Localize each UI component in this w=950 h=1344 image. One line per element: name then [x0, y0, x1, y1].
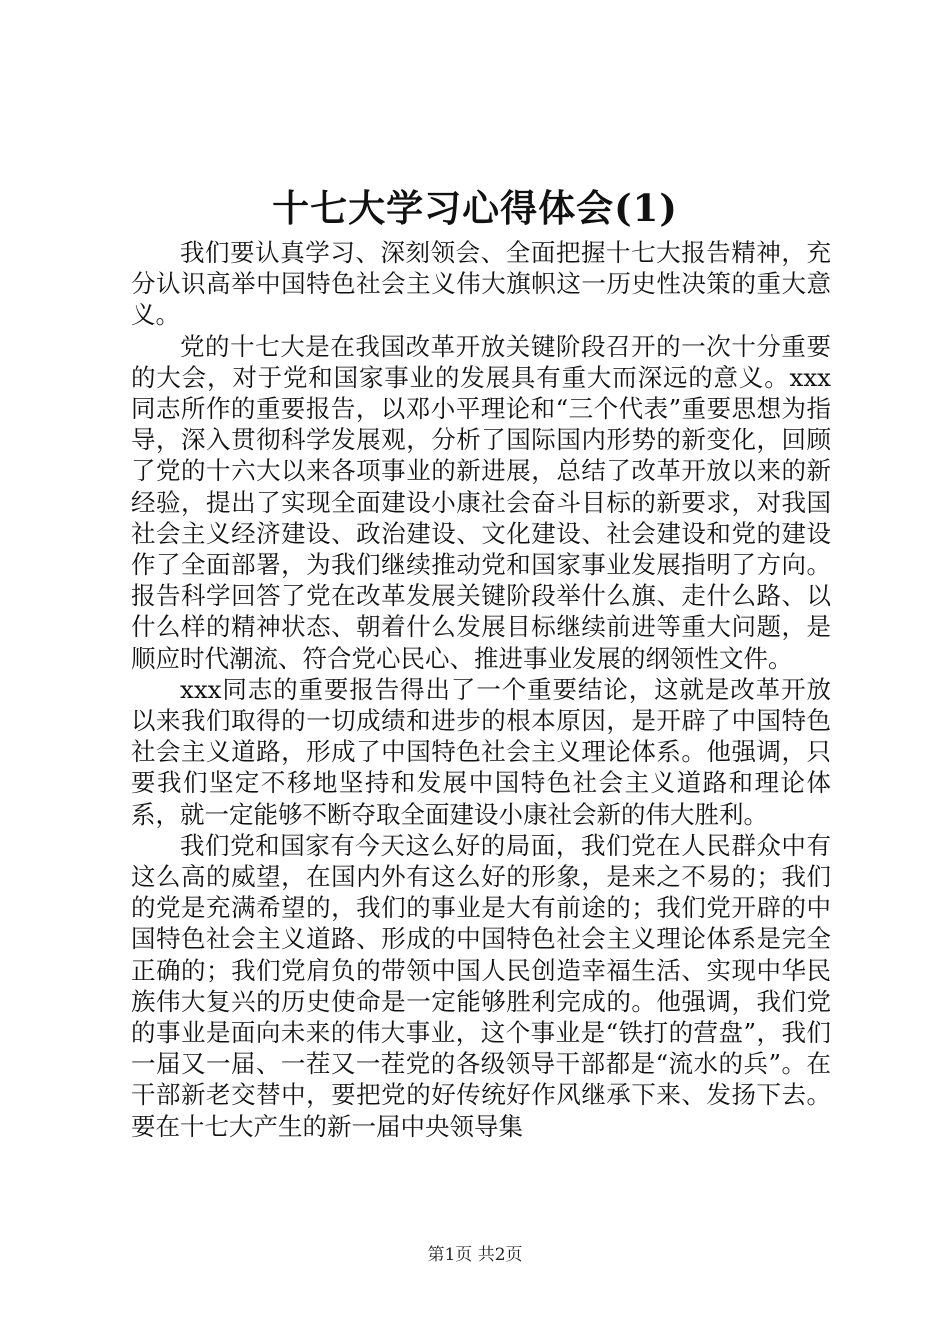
page-number-footer: 第1页 共2页 [427, 1245, 523, 1265]
paragraph: 党的十七大是在我国改革开放关键阶段召开的一次十分重要的大会，对于党和国家事业的发展具有重大而深远的意义。xxx同志所作的重要报告，以邓小平理论和“三个代表”重要思想为指导，深入贯彻科学发展观，分析了国际国内形势的新变化，回顾了党的十六大以来各项事业的新进展，总结了改革开放以来的新经验，提出了实现全面建设小康社会奋斗目标的新要求，对我国社会主义经济建设、政治建设、文化建设、社会建设和党的建设作了全面部署，为我们继续推动党和国家事业发展指明了方向。报告科学回答了党在改革发展关键阶段举什么旗、走什么路、以什么样的精神状态、朝着什么发展目标继续前进等重大问题，是顺应时代潮流、符合党心民心、推进事业发展的纲领性文件。 [131, 331, 831, 673]
document-body [131, 237, 831, 1142]
document-title: 十七大学习心得体会(1) [272, 186, 678, 230]
paragraph: 我们党和国家有今天这么好的局面，我们党在人民群众中有这么高的威望，在国内外有这么好的形象，是来之不易的；我们的党是充满希望的，我们的事业是大有前途的；我们党开辟的中国特色社会主义道路、形成的中国特色社会主义理论体系是完全正确的；我们党肩负的带领中国人民创造幸福生活、实现中华民族伟大复兴的历史使命是一定能够胜利完成的。他强调，我们党的事业是面向未来的伟大事业，这个事业是“铁打的营盘”，我们一届又一届、一茬又一茬党的各级领导干部都是“流水的兵”。在干部新老交替中，要把党的好传统好作风继承下来、发扬下去。要在十七大产生的新一届中央领导集 [131, 830, 831, 1141]
paragraph: xxx同志的重要报告得出了一个重要结论，这就是改革开放以来我们取得的一切成绩和进步的根本原因，是开辟了中国特色社会主义道路，形成了中国特色社会主义理论体系。他强调，只要我们坚定不移地坚持和发展中国特色社会主义道路和理论体系，就一定能够不断夺取全面建设小康社会新的伟大胜利。 [131, 674, 831, 829]
paragraph: 我们要认真学习、深刻领会、全面把握十七大报告精神，充分认识高举中国特色社会主义伟大旗帜这一历史性决策的重大意义。 [131, 238, 831, 330]
